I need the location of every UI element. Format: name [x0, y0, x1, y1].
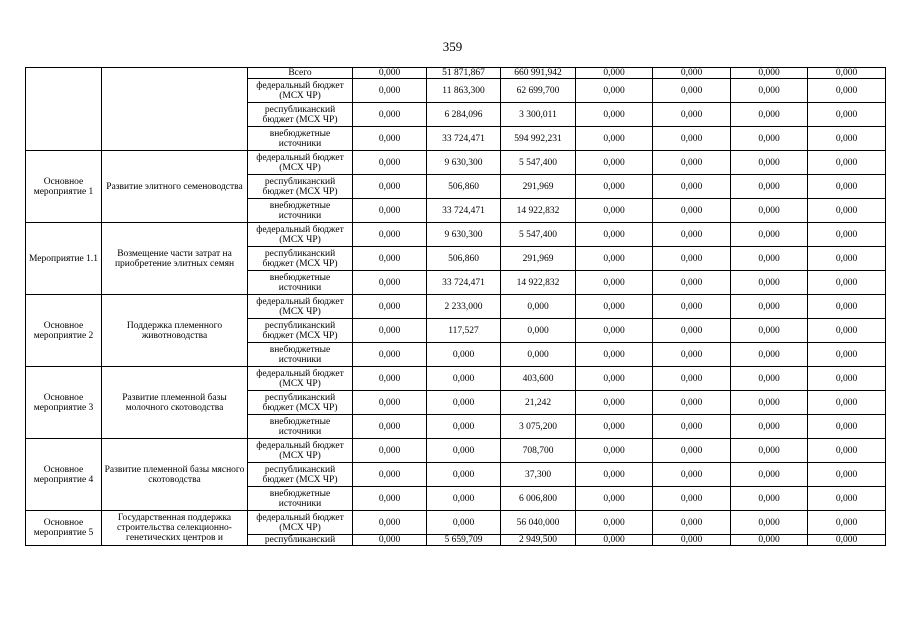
value-cell: 0,000 — [808, 151, 886, 175]
activity-label-cell: Основное мероприятие 4 — [26, 439, 102, 511]
activity-name-cell — [102, 68, 248, 151]
value-cell: 0,000 — [808, 175, 886, 199]
value-cell: 3 300,011 — [501, 103, 576, 127]
value-cell: 0,000 — [731, 199, 808, 223]
value-cell: 6 006,800 — [501, 487, 576, 511]
value-cell: 14 922,832 — [501, 199, 576, 223]
value-cell: 0,000 — [808, 487, 886, 511]
value-cell: 2 233,000 — [427, 295, 501, 319]
value-cell: 0,000 — [653, 415, 731, 439]
value-cell: 0,000 — [427, 415, 501, 439]
value-cell: 33 724,471 — [427, 127, 501, 151]
value-cell: 0,000 — [653, 68, 731, 79]
table-row — [26, 439, 886, 463]
value-cell: 0,000 — [731, 415, 808, 439]
value-cell: 0,000 — [353, 271, 427, 295]
activity-label-cell — [26, 68, 102, 151]
activity-name-cell: Развитие племенной базы мясного скотоводства — [102, 439, 248, 511]
activity-name-cell: Государственная поддержка строительства селекционно-генетических центров и — [102, 511, 248, 546]
value-cell: 0,000 — [808, 463, 886, 487]
value-cell: 0,000 — [353, 487, 427, 511]
value-cell: 0,000 — [731, 103, 808, 127]
value-cell: 0,000 — [576, 247, 653, 271]
value-cell: 0,000 — [427, 487, 501, 511]
table-row — [26, 151, 886, 175]
value-cell: 0,000 — [353, 391, 427, 415]
value-cell: 0,000 — [731, 319, 808, 343]
value-cell: 0,000 — [653, 175, 731, 199]
value-cell: 0,000 — [576, 463, 653, 487]
value-cell: 0,000 — [653, 127, 731, 151]
funding-source-cell: внебюджетные источники — [248, 271, 353, 295]
value-cell: 0,000 — [576, 319, 653, 343]
value-cell: 5 547,400 — [501, 151, 576, 175]
value-cell: 0,000 — [808, 535, 886, 546]
value-cell: 0,000 — [501, 295, 576, 319]
value-cell: 0,000 — [808, 391, 886, 415]
value-cell: 33 724,471 — [427, 271, 501, 295]
value-cell: 0,000 — [576, 439, 653, 463]
value-cell: 0,000 — [353, 415, 427, 439]
value-cell: 291,969 — [501, 175, 576, 199]
table-row — [26, 68, 886, 79]
activity-label-cell: Основное мероприятие 5 — [26, 511, 102, 546]
activity-label-cell: Мероприятие 1.1 — [26, 223, 102, 295]
value-cell: 5 547,400 — [501, 223, 576, 247]
value-cell: 0,000 — [808, 511, 886, 535]
value-cell: 0,000 — [653, 295, 731, 319]
value-cell: 0,000 — [731, 68, 808, 79]
value-cell: 0,000 — [808, 103, 886, 127]
value-cell: 291,969 — [501, 247, 576, 271]
value-cell: 594 992,231 — [501, 127, 576, 151]
funding-source-cell: республиканский бюджет (МСХ ЧР) — [248, 175, 353, 199]
table-row — [26, 511, 886, 535]
value-cell: 0,000 — [576, 271, 653, 295]
value-cell: 0,000 — [653, 271, 731, 295]
funding-source-cell: республиканский бюджет (МСХ ЧР) — [248, 319, 353, 343]
activity-label-cell: Основное мероприятие 1 — [26, 151, 102, 223]
value-cell: 660 991,942 — [501, 68, 576, 79]
value-cell: 0,000 — [808, 295, 886, 319]
value-cell: 0,000 — [653, 199, 731, 223]
value-cell: 0,000 — [731, 79, 808, 103]
activity-name-cell: Развитие элитного семеноводства — [102, 151, 248, 223]
value-cell: 0,000 — [353, 463, 427, 487]
value-cell: 0,000 — [427, 391, 501, 415]
value-cell: 0,000 — [353, 79, 427, 103]
table-row — [26, 367, 886, 391]
value-cell: 0,000 — [501, 343, 576, 367]
value-cell: 9 630,300 — [427, 151, 501, 175]
activity-name-cell: Возмещение части затрат на приобретение элитных семян — [102, 223, 248, 295]
value-cell: 0,000 — [808, 367, 886, 391]
value-cell: 0,000 — [353, 535, 427, 546]
funding-source-cell: федеральный бюджет (МСХ ЧР) — [248, 151, 353, 175]
value-cell: 0,000 — [576, 391, 653, 415]
value-cell: 0,000 — [353, 343, 427, 367]
value-cell: 0,000 — [576, 367, 653, 391]
value-cell: 0,000 — [576, 223, 653, 247]
value-cell: 0,000 — [353, 247, 427, 271]
value-cell: 0,000 — [808, 343, 886, 367]
value-cell: 0,000 — [653, 391, 731, 415]
value-cell: 0,000 — [808, 127, 886, 151]
value-cell: 0,000 — [653, 247, 731, 271]
value-cell: 0,000 — [653, 343, 731, 367]
value-cell: 51 871,867 — [427, 68, 501, 79]
value-cell: 9 630,300 — [427, 223, 501, 247]
value-cell: 0,000 — [653, 367, 731, 391]
value-cell: 0,000 — [353, 367, 427, 391]
value-cell: 56 040,000 — [501, 511, 576, 535]
value-cell: 0,000 — [731, 535, 808, 546]
activity-label-cell: Основное мероприятие 3 — [26, 367, 102, 439]
value-cell: 0,000 — [653, 103, 731, 127]
value-cell: 0,000 — [731, 271, 808, 295]
value-cell: 11 863,300 — [427, 79, 501, 103]
value-cell: 0,000 — [427, 463, 501, 487]
value-cell: 0,000 — [731, 295, 808, 319]
budget-table — [25, 67, 886, 546]
value-cell: 0,000 — [353, 223, 427, 247]
value-cell: 0,000 — [731, 223, 808, 247]
value-cell: 506,860 — [427, 175, 501, 199]
funding-source-cell: внебюджетные источники — [248, 199, 353, 223]
value-cell: 0,000 — [576, 151, 653, 175]
value-cell: 0,000 — [576, 415, 653, 439]
funding-source-cell: республиканский — [248, 535, 353, 546]
funding-source-cell: республиканский бюджет (МСХ ЧР) — [248, 463, 353, 487]
funding-source-cell: федеральный бюджет (МСХ ЧР) — [248, 439, 353, 463]
value-cell: 0,000 — [731, 487, 808, 511]
value-cell: 6 284,096 — [427, 103, 501, 127]
value-cell: 117,527 — [427, 319, 501, 343]
value-cell: 0,000 — [576, 535, 653, 546]
value-cell: 0,000 — [731, 151, 808, 175]
value-cell: 0,000 — [576, 199, 653, 223]
value-cell: 0,000 — [731, 247, 808, 271]
value-cell: 0,000 — [653, 535, 731, 546]
value-cell: 0,000 — [653, 151, 731, 175]
value-cell: 0,000 — [353, 151, 427, 175]
value-cell: 2 949,500 — [501, 535, 576, 546]
page-number: 359 — [442, 39, 463, 54]
value-cell: 0,000 — [653, 79, 731, 103]
value-cell: 0,000 — [808, 247, 886, 271]
funding-source-cell: республиканский бюджет (МСХ ЧР) — [248, 391, 353, 415]
value-cell: 0,000 — [353, 127, 427, 151]
value-cell: 0,000 — [353, 199, 427, 223]
funding-source-cell: федеральный бюджет (МСХ ЧР) — [248, 223, 353, 247]
value-cell: 0,000 — [731, 343, 808, 367]
value-cell: 0,000 — [808, 319, 886, 343]
value-cell: 0,000 — [353, 175, 427, 199]
value-cell: 0,000 — [576, 103, 653, 127]
value-cell: 506,860 — [427, 247, 501, 271]
value-cell: 0,000 — [353, 319, 427, 343]
activity-label-cell: Основное мероприятие 2 — [26, 295, 102, 367]
value-cell: 0,000 — [731, 367, 808, 391]
value-cell: 0,000 — [576, 295, 653, 319]
value-cell: 0,000 — [653, 463, 731, 487]
value-cell: 62 699,700 — [501, 79, 576, 103]
funding-source-cell: федеральный бюджет (МСХ ЧР) — [248, 511, 353, 535]
funding-source-cell: внебюджетные источники — [248, 487, 353, 511]
funding-source-cell: Всего — [248, 68, 353, 79]
value-cell: 0,000 — [427, 511, 501, 535]
value-cell: 0,000 — [731, 511, 808, 535]
value-cell: 0,000 — [576, 175, 653, 199]
funding-source-cell: республиканский бюджет (МСХ ЧР) — [248, 103, 353, 127]
value-cell: 0,000 — [353, 68, 427, 79]
value-cell: 21,242 — [501, 391, 576, 415]
funding-source-cell: внебюджетные источники — [248, 343, 353, 367]
funding-source-cell: внебюджетные источники — [248, 127, 353, 151]
value-cell: 0,000 — [731, 391, 808, 415]
funding-source-cell: внебюджетные источники — [248, 415, 353, 439]
value-cell: 0,000 — [576, 487, 653, 511]
value-cell: 403,600 — [501, 367, 576, 391]
value-cell: 0,000 — [576, 127, 653, 151]
value-cell: 0,000 — [653, 487, 731, 511]
value-cell: 0,000 — [808, 439, 886, 463]
funding-source-cell: федеральный бюджет (МСХ ЧР) — [248, 367, 353, 391]
value-cell: 0,000 — [576, 343, 653, 367]
value-cell: 0,000 — [353, 295, 427, 319]
value-cell: 0,000 — [653, 439, 731, 463]
value-cell: 0,000 — [427, 343, 501, 367]
value-cell: 14 922,832 — [501, 271, 576, 295]
value-cell: 708,700 — [501, 439, 576, 463]
table-row — [26, 295, 886, 319]
value-cell: 0,000 — [501, 319, 576, 343]
value-cell: 0,000 — [576, 79, 653, 103]
value-cell: 0,000 — [808, 271, 886, 295]
value-cell: 0,000 — [653, 511, 731, 535]
activity-name-cell: Поддержка племенного животноводства — [102, 295, 248, 367]
value-cell: 0,000 — [427, 439, 501, 463]
value-cell: 0,000 — [653, 319, 731, 343]
value-cell: 0,000 — [353, 511, 427, 535]
activity-name-cell: Развитие племенной базы молочного скотоводства — [102, 367, 248, 439]
value-cell: 0,000 — [731, 175, 808, 199]
value-cell: 0,000 — [731, 439, 808, 463]
value-cell: 0,000 — [731, 127, 808, 151]
funding-source-cell: федеральный бюджет (МСХ ЧР) — [248, 79, 353, 103]
value-cell: 0,000 — [576, 511, 653, 535]
value-cell: 0,000 — [576, 68, 653, 79]
value-cell: 0,000 — [731, 463, 808, 487]
value-cell: 0,000 — [808, 415, 886, 439]
value-cell: 0,000 — [653, 223, 731, 247]
funding-source-cell: федеральный бюджет (МСХ ЧР) — [248, 295, 353, 319]
value-cell: 3 075,200 — [501, 415, 576, 439]
value-cell: 5 659,709 — [427, 535, 501, 546]
value-cell: 0,000 — [427, 367, 501, 391]
value-cell: 33 724,471 — [427, 199, 501, 223]
value-cell: 0,000 — [353, 103, 427, 127]
value-cell: 0,000 — [353, 439, 427, 463]
value-cell: 0,000 — [808, 199, 886, 223]
value-cell: 0,000 — [808, 68, 886, 79]
value-cell: 0,000 — [808, 79, 886, 103]
value-cell: 0,000 — [808, 223, 886, 247]
table-row — [26, 223, 886, 247]
value-cell: 37,300 — [501, 463, 576, 487]
funding-source-cell: республиканский бюджет (МСХ ЧР) — [248, 247, 353, 271]
